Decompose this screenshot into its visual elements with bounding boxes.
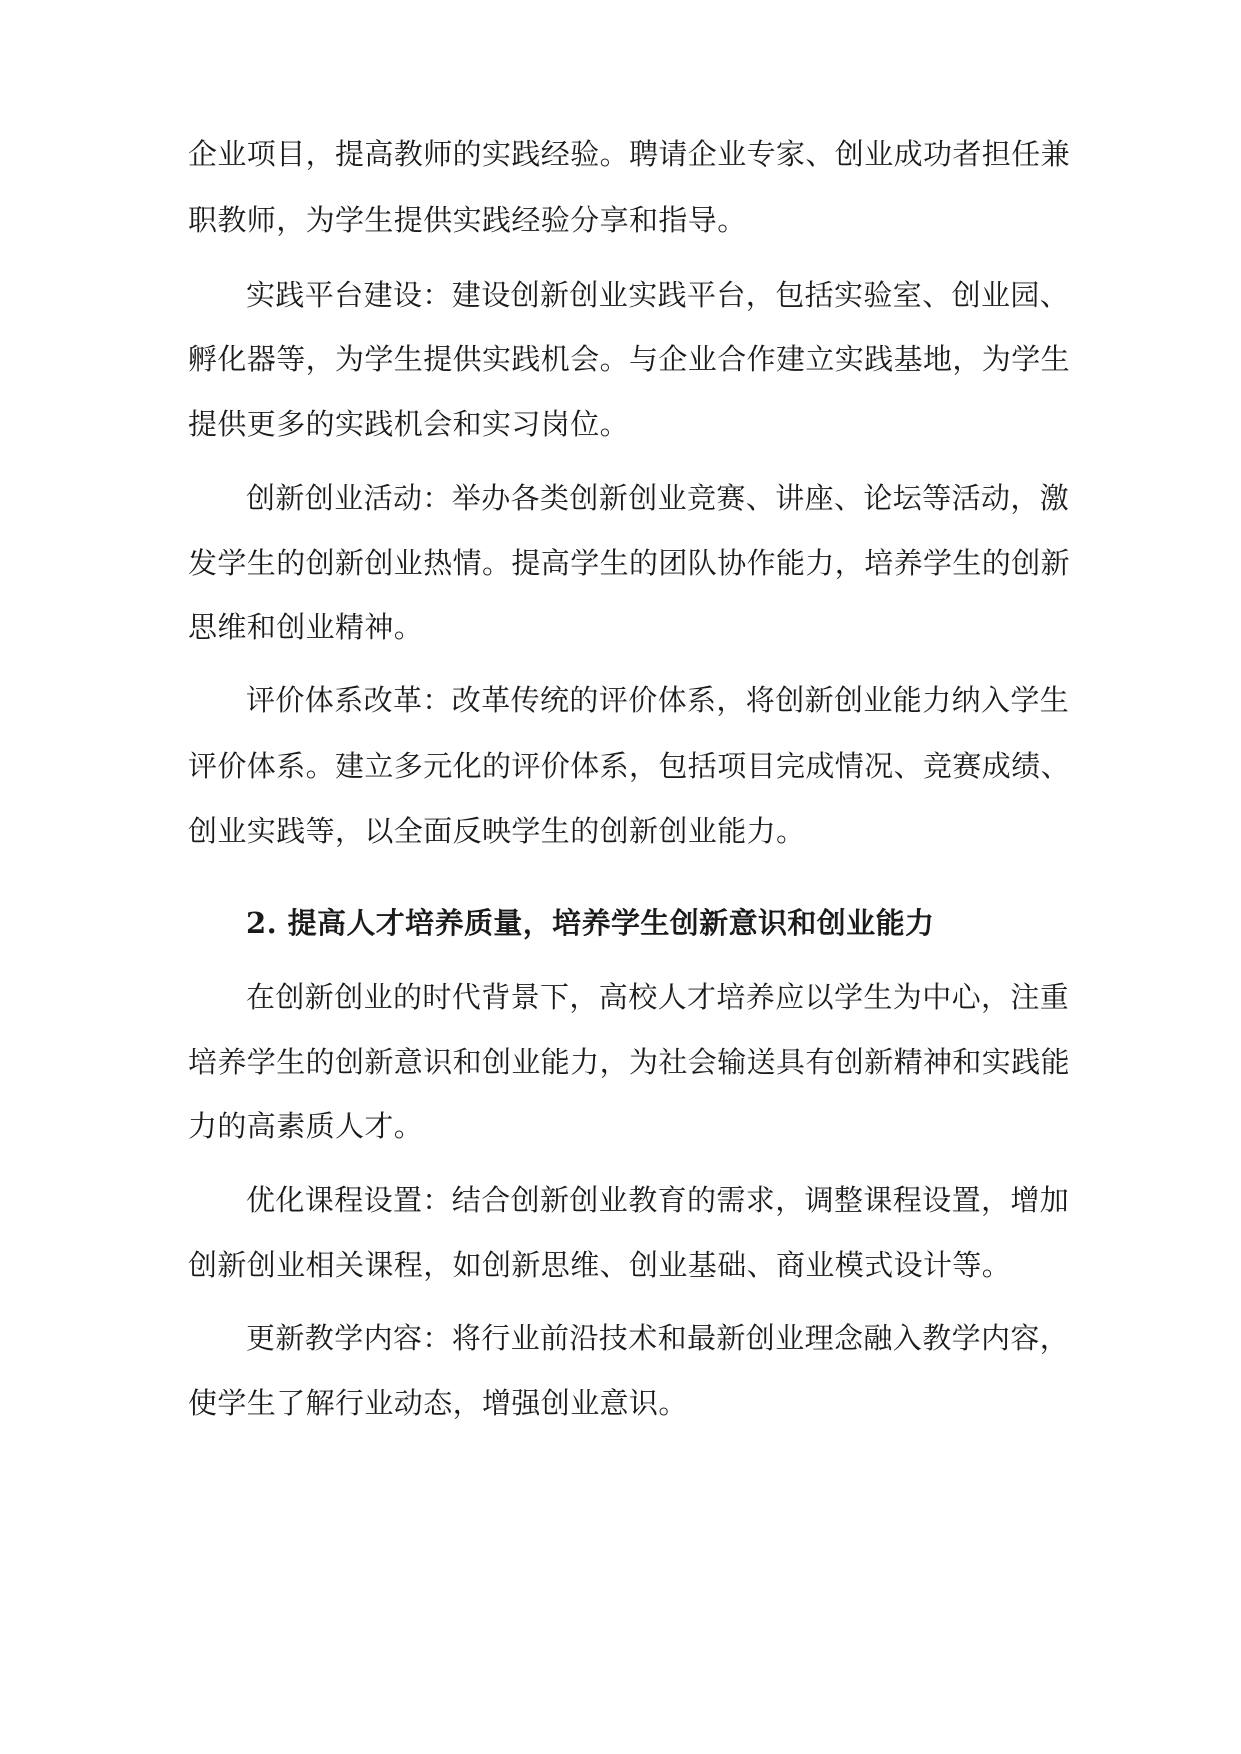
paragraph-7-line-2: 使学生了解行业动态，增强创业意识。 xyxy=(188,1386,688,1420)
paragraph-7-line-1: 更新教学内容：将行业前沿技术和最新创业理念融入教学内容， xyxy=(246,1321,1070,1355)
paragraph-5-line-1: 在创新创业的时代背景下，高校人才培养应以学生为中心，注重 xyxy=(246,980,1070,1014)
paragraph-6-line-2: 创新创业相关课程，如创新思维、创业基础、商业模式设计等。 xyxy=(188,1248,1012,1282)
section-heading: 2. 提高人才培养质量，培养学生创新意识和创业能力 xyxy=(246,906,935,940)
paragraph-5-line-3: 力的高素质人才。 xyxy=(188,1109,424,1143)
paragraph-4-line-2: 评价体系。建立多元化的评价体系，包括项目完成情况、竞赛成绩、 xyxy=(188,749,1071,783)
paragraph-4-line-1: 评价体系改革：改革传统的评价体系，将创新创业能力纳入学生 xyxy=(246,683,1070,717)
paragraph-2-line-3: 提供更多的实践机会和实习岗位。 xyxy=(188,407,630,441)
paragraph-3-line-2: 发学生的创新创业热情。提高学生的团队协作能力，培养学生的创新 xyxy=(188,546,1071,580)
paragraph-4-line-3: 创业实践等，以全面反映学生的创新创业能力。 xyxy=(188,814,806,848)
paragraph-3-line-1: 创新创业活动：举办各类创新创业竞赛、讲座、论坛等活动，激 xyxy=(246,481,1070,515)
paragraph-5-line-2: 培养学生的创新意识和创业能力，为社会输送具有创新精神和实践能 xyxy=(188,1045,1071,1079)
paragraph-3-line-3: 思维和创业精神。 xyxy=(188,610,424,644)
paragraph-6-line-1: 优化课程设置：结合创新创业教育的需求，调整课程设置，增加 xyxy=(246,1183,1070,1217)
paragraph-1-line-1: 企业项目，提高教师的实践经验。聘请企业专家、创业成功者担任兼 xyxy=(188,137,1071,171)
paragraph-2-line-2: 孵化器等，为学生提供实践机会。与企业合作建立实践基地，为学生 xyxy=(188,342,1071,376)
paragraph-1-line-2: 职教师，为学生提供实践经验分享和指导。 xyxy=(188,203,747,237)
paragraph-2-line-1: 实践平台建设：建设创新创业实践平台，包括实验室、创业园、 xyxy=(246,278,1070,312)
